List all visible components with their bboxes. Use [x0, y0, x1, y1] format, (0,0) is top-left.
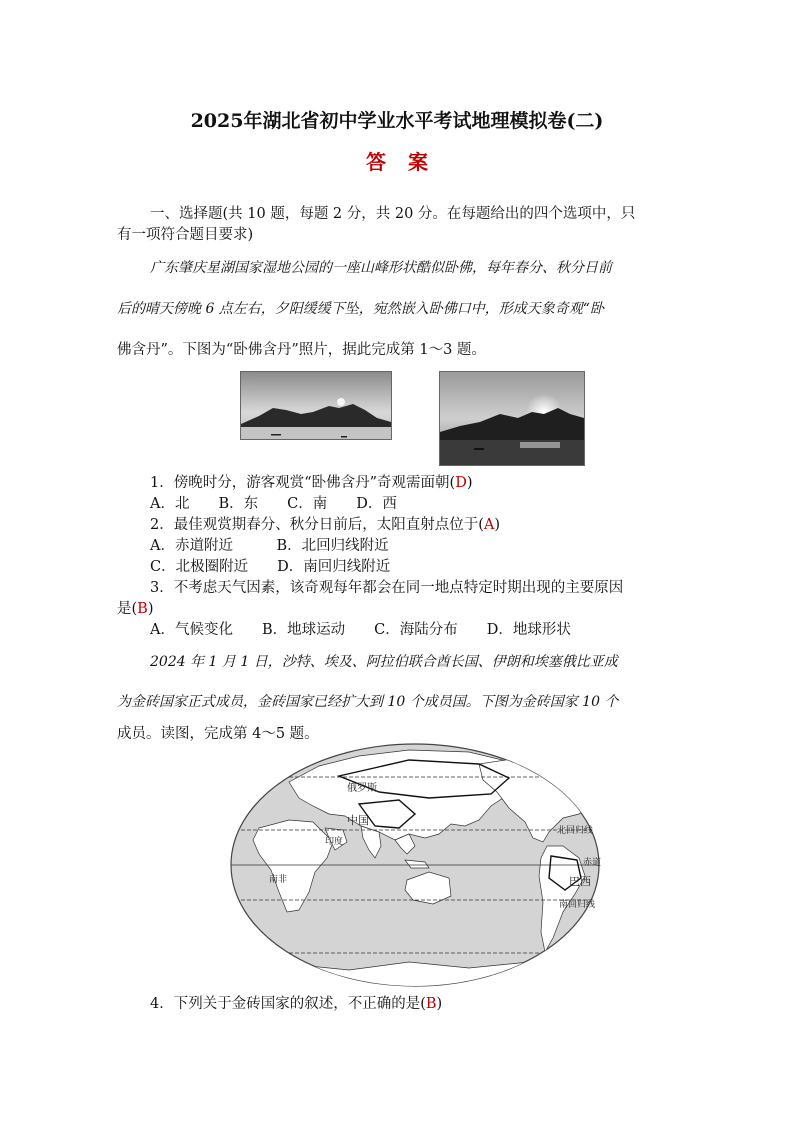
map-label-india: 印度 [325, 837, 344, 847]
map-label-tropic-of-capricorn: 南回归线 [559, 900, 596, 910]
question-3-close: ) [147, 601, 154, 617]
question-2-answer: A [483, 517, 495, 533]
map-label-brazil: 巴西 [569, 875, 591, 888]
map-label-equator: 赤道 [583, 858, 602, 868]
question-4-stem: 4．下列关于金砖国家的叙述，不正确的是( [150, 996, 426, 1012]
passage2-line3: 成员。读图，完成第 4～5 题。 [117, 726, 319, 742]
brics-world-map [229, 742, 601, 988]
question-2 [150, 513, 500, 534]
question-1-stem: 1．傍晚时分，游客观赏“卧佛含丹”奇观需面朝( [150, 475, 456, 491]
passage2-line1: 2024 年 1 月 1 日，沙特、埃及、阿拉伯联合酋长国、伊朗和埃塞俄比亚成 [150, 654, 618, 670]
page-title: 2025年湖北省初中学业水平考试地理模拟卷(二) [190, 110, 604, 132]
question-3-answer: B [137, 601, 148, 617]
map-label-china: 中国 [347, 814, 369, 827]
map-label-south-africa: 南非 [269, 875, 288, 885]
question-1-options: A．北 B．东 C．南 D．西 [150, 496, 397, 512]
question-4-close: ) [436, 996, 443, 1012]
answer-heading: 答案 [366, 150, 450, 174]
question-2-stem: 2．最佳观赏期春分、秋分日前后，太阳直射点位于( [150, 517, 484, 533]
question-1 [150, 471, 473, 492]
passage1-line1: 广东肇庆星湖国家湿地公园的一座山峰形状酷似卧佛，每年春分、秋分日前 [150, 260, 612, 276]
question-3-stem2: 是( [117, 601, 138, 617]
map-label-tropic-of-cancer: 北回归线 [557, 826, 594, 836]
passage1-line2: 后的晴天傍晚 6 点左右，夕阳缓缓下坠，宛然嵌入卧佛口中，形成天象奇观“卧 [117, 301, 604, 317]
question-1-answer: D [455, 475, 467, 491]
question-3-stem-cont [117, 597, 154, 618]
question-4-answer: B [425, 996, 437, 1012]
passage2-line2: 为金砖国家正式成员，金砖国家已经扩大到 10 个成员国。下图为金砖国家 10 个 [117, 694, 619, 710]
map-label-russia: 俄罗斯 [347, 783, 377, 794]
question-2-options-row2: C．北极圈附近 D．南回归线附近 [150, 559, 391, 575]
question-2-close: ) [494, 517, 501, 533]
question-1-close: ) [466, 475, 473, 491]
sunset-photo-left [240, 371, 392, 440]
sunset-photo-right [439, 371, 585, 466]
question-4 [150, 992, 442, 1013]
section-heading-line2: 有一项符合题目要求) [117, 227, 254, 243]
passage1-line3: 佛含丹”。下图为“卧佛含丹”照片，据此完成第 1～3 题。 [117, 342, 486, 358]
question-3-options: A．气候变化 B．地球运动 C．海陆分布 D．地球形状 [150, 622, 571, 638]
question-3-stem: 3．不考虑天气因素，该奇观每年都会在同一地点特定时期出现的主要原因 [150, 580, 624, 596]
section-heading-line1: 一、选择题(共 10 题，每题 2 分，共 20 分。在每题给出的四个选项中，只 [150, 206, 636, 222]
question-2-options-row1: A．赤道附近 B．北回归线附近 [150, 538, 389, 554]
